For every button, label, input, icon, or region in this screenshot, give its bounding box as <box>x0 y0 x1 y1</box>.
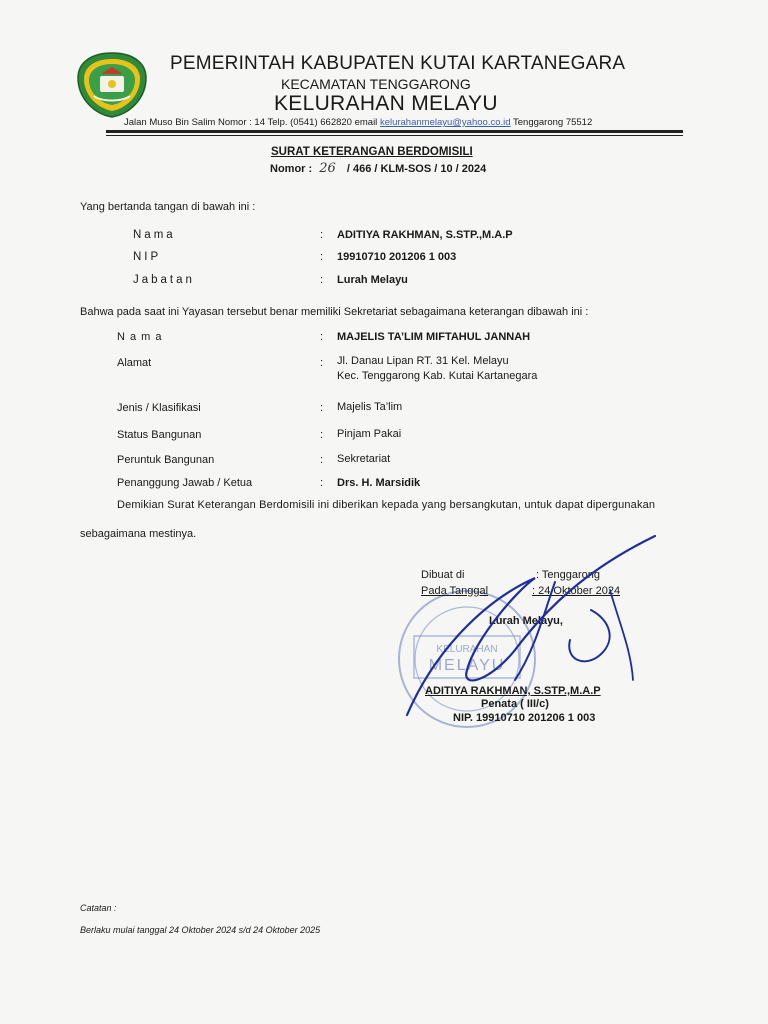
made-at-label: Dibuat di <box>421 569 465 581</box>
building-use-value: Sekretariat <box>337 453 391 465</box>
email-link[interactable]: kelurahanmelayu@yahoo.co.id <box>379 117 511 128</box>
date-value: : 24 Oktober 2024 <box>532 585 621 597</box>
subject-type-value: Majelis Ta’lim <box>337 401 403 413</box>
number-handwritten: 26 <box>319 161 336 176</box>
subject-name-value: MAJELIS TA’LIM MIFTAHUL JANNAH <box>337 331 531 343</box>
closing-text-line1: Demikian Surat Keterangan Berdomisili ini diberikan kepada yang bersangkutan, untuk dapat dipergunakan <box>117 499 656 511</box>
kutai-kartanegara-emblem-icon <box>74 50 150 120</box>
address-prefix: Jalan Muso Bin Salim Nomor : 14 Telp. (0541) 662820 email <box>124 117 378 128</box>
colon: : <box>320 402 324 414</box>
building-use-label: Peruntuk Bangunan <box>117 454 215 466</box>
date-label: Pada Tanggal <box>421 585 489 597</box>
signer-name-value: ADITIYA RAKHMAN, S.STP.,M.A.P <box>337 229 513 241</box>
subject-type-label: Jenis / Klasifikasi <box>117 402 201 414</box>
colon: : <box>320 429 324 441</box>
colon: : <box>320 331 324 343</box>
district-title: KECAMATAN TENGGARONG <box>281 76 471 92</box>
colon: : <box>320 454 324 466</box>
signer-office: Lurah Melayu, <box>489 615 563 627</box>
building-status-label: Status Bangunan <box>117 429 202 441</box>
colon: : <box>320 251 324 263</box>
made-at-value: : Tenggarong <box>536 569 601 581</box>
signer-name-label: Nama <box>133 229 176 241</box>
signer-rank: Penata ( III/c) <box>481 698 549 710</box>
building-status-value: Pinjam Pakai <box>337 428 402 440</box>
document-number <box>270 161 486 176</box>
letterhead-divider-thin <box>106 135 683 136</box>
subject-address-line2: Kec. Tenggarong Kab. Kutai Kartanegara <box>337 370 538 382</box>
colon: : <box>320 477 324 489</box>
footer-note-label: Catatan : <box>80 903 117 913</box>
closing-text-line2: sebagaimana mestinya. <box>80 528 197 540</box>
signer-position-value: Lurah Melayu <box>337 274 408 286</box>
intro-text: Yang bertanda tangan di bawah ini : <box>80 201 256 213</box>
letterhead-divider-thick <box>106 130 683 133</box>
signer-nip-value: 19910710 201206 1 003 <box>337 251 457 263</box>
subject-name-label: N a m a <box>117 331 163 343</box>
office-address <box>124 117 592 128</box>
stamp-text-top: KELURAHAN <box>436 644 498 655</box>
stamp-text-main: MELAYU <box>428 657 506 674</box>
footer-validity: Berlaku mulai tanggal 24 Oktober 2024 s/d 24 Oktober 2025 <box>80 925 321 935</box>
signer-nip-label: NIP <box>133 251 162 263</box>
signer-nip: NIP. 19910710 201206 1 003 <box>453 712 596 724</box>
signer-position-label: Jabatan <box>133 274 195 286</box>
handwritten-signature <box>395 530 665 720</box>
subject-address-line1: Jl. Danau Lipan RT. 31 Kel. Melayu <box>337 355 509 367</box>
address-suffix: Tenggarong 75512 <box>513 117 593 128</box>
document-title: SURAT KETERANGAN BERDOMISILI <box>271 146 473 158</box>
subject-address-label: Alamat <box>117 357 152 369</box>
village-title: KELURAHAN MELAYU <box>274 92 498 115</box>
statement-text: Bahwa pada saat ini Yayasan tersebut benar memiliki Sekretariat sebagaimana keterangan dibawah ini : <box>80 306 589 318</box>
pic-label: Penanggung Jawab / Ketua <box>117 477 253 489</box>
government-title: PEMERINTAH KABUPATEN KUTAI KARTANEGARA <box>170 53 626 74</box>
colon: : <box>320 229 324 241</box>
number-label: Nomor : <box>270 163 313 175</box>
colon: : <box>320 357 324 369</box>
pic-value: Drs. H. Marsidik <box>337 477 421 489</box>
number-rest: / 466 / KLM-SOS / 10 / 2024 <box>346 163 487 175</box>
signer-full-name: ADITIYA RAKHMAN, S.STP.,M.A.P <box>425 685 601 697</box>
colon: : <box>320 274 324 286</box>
